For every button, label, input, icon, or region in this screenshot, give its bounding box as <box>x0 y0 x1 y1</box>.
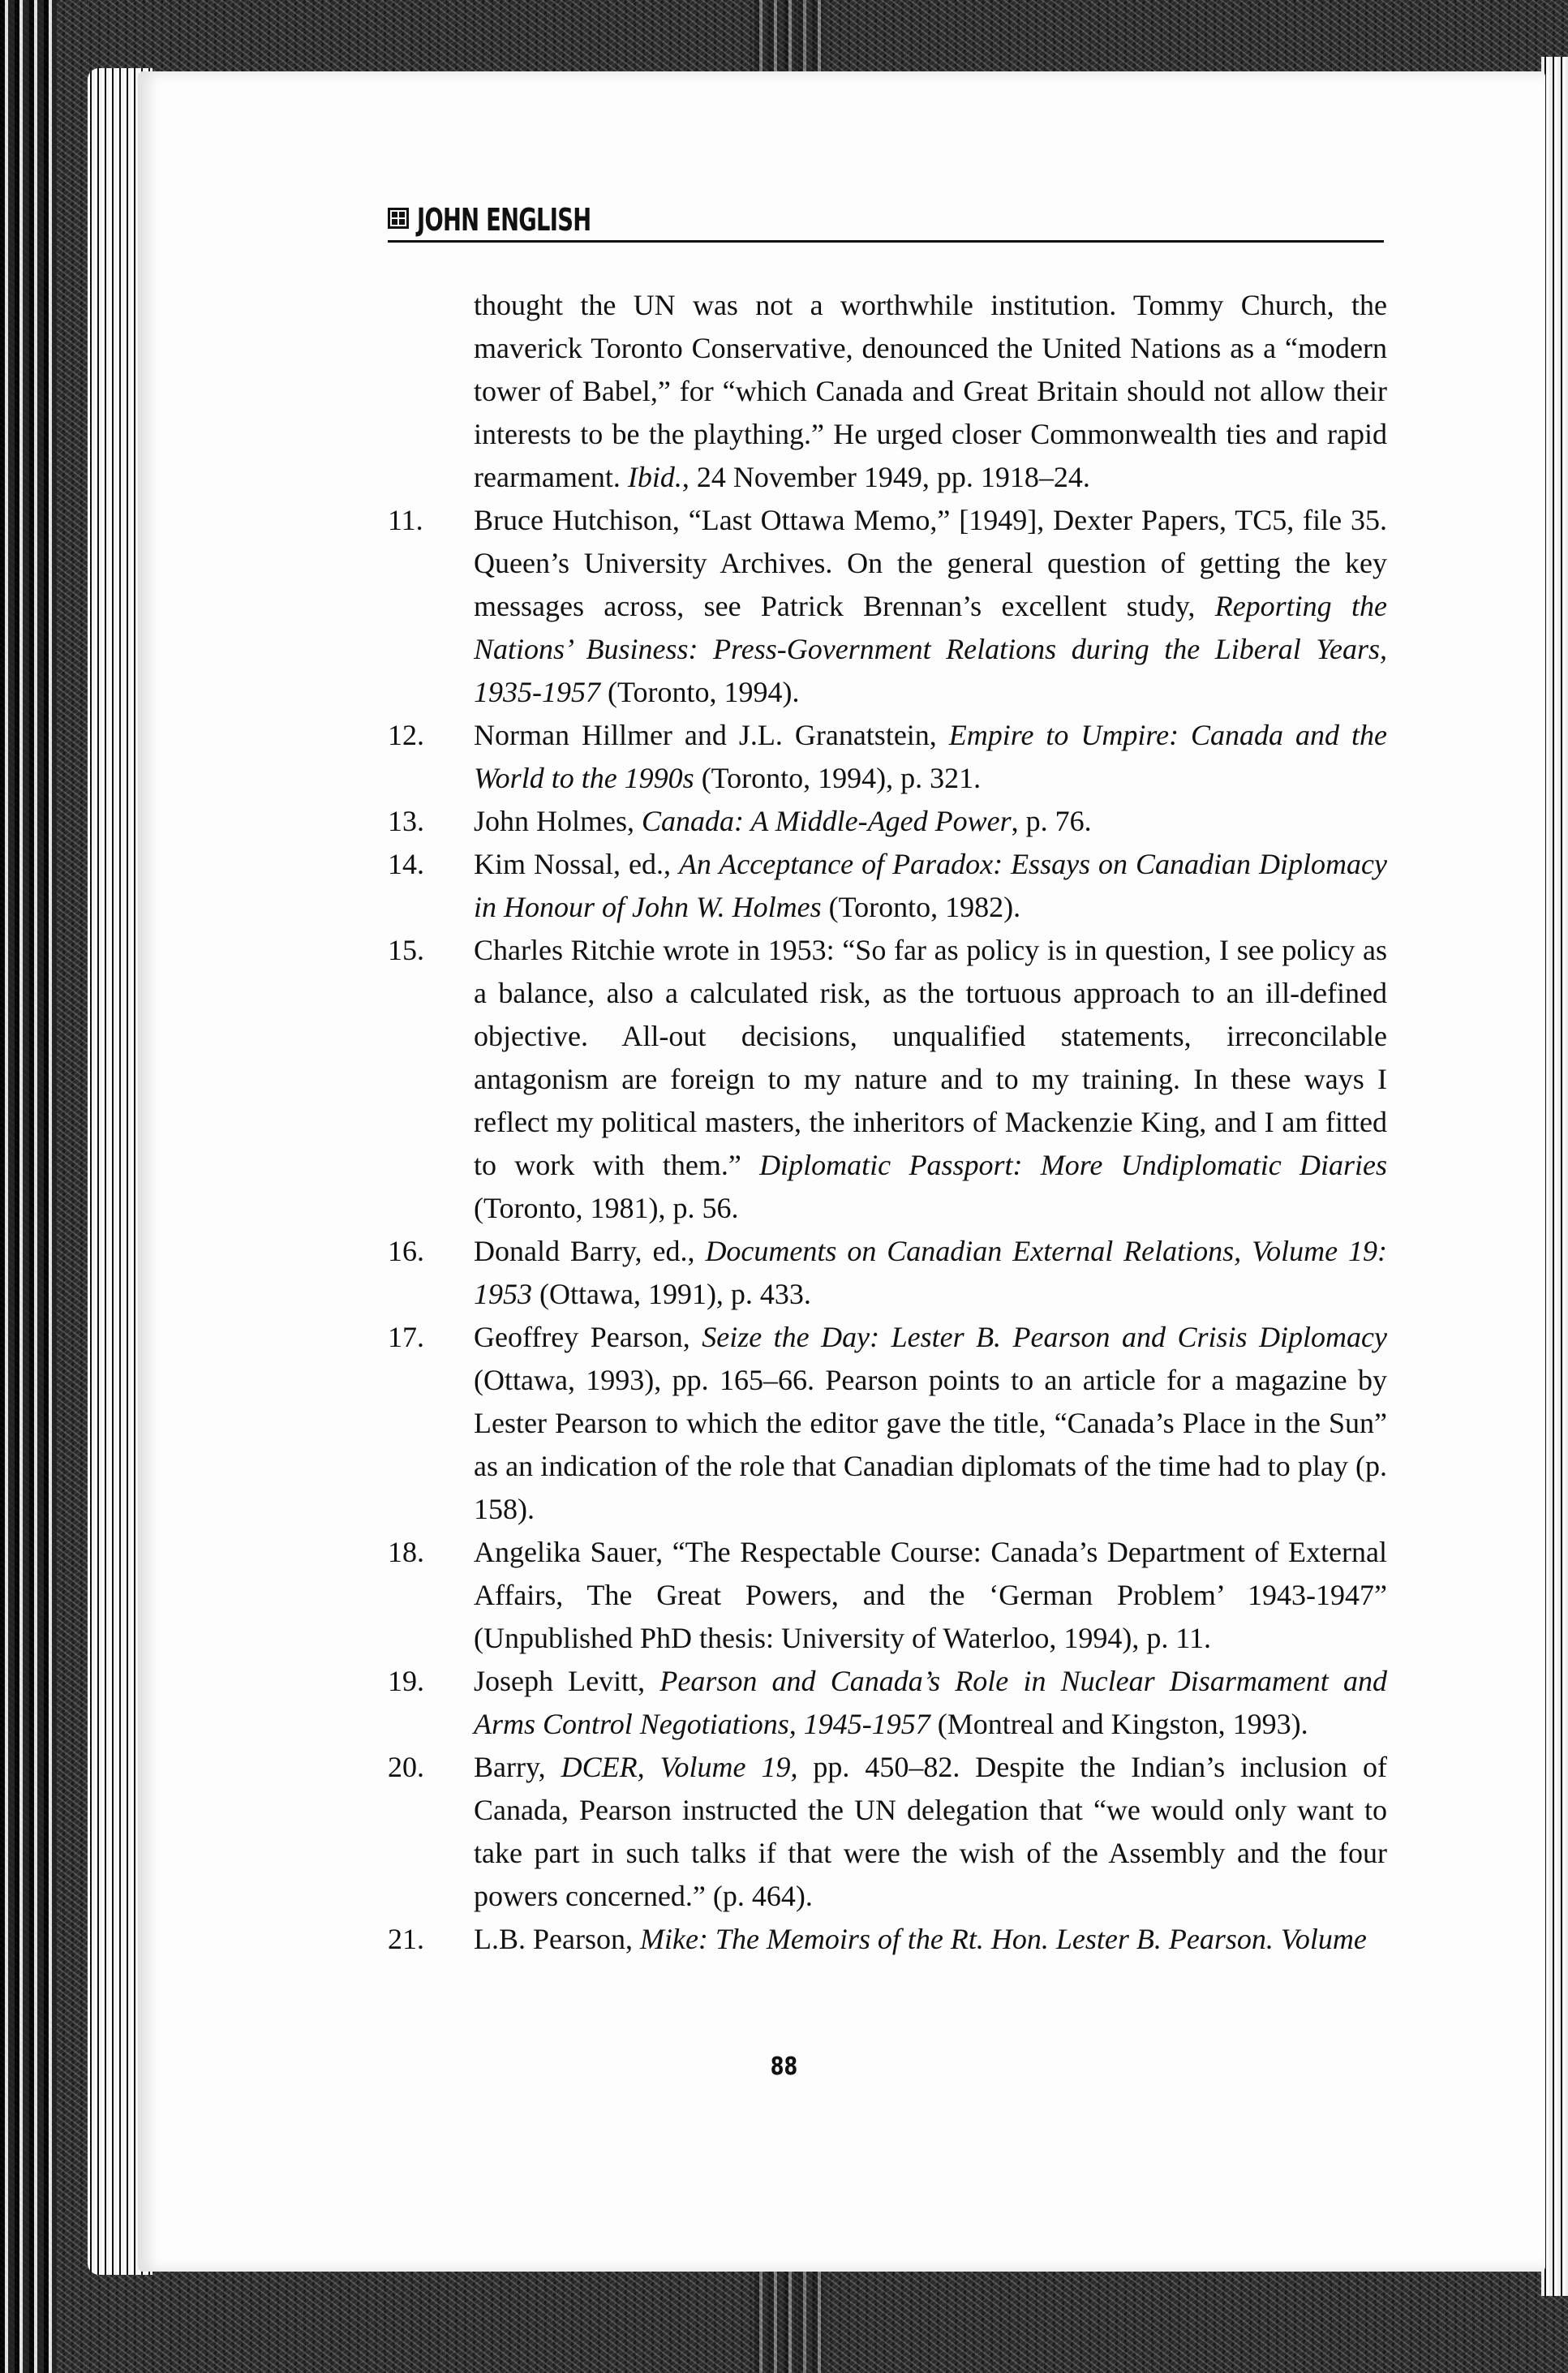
endnote-text <box>474 714 1387 800</box>
endnote-text-segment: John Holmes, <box>474 805 642 837</box>
endnote-text-segment: pp. 450–82. Despite the Indian’s inclusion of Canada, Pearson instructed the UN delegation that “we would only want to take part in such talks if that were the wish of the Assembly and the four powers concerned.” (p. 464). <box>474 1751 1387 1912</box>
endnote-text-segment: Norman Hillmer and J.L. Granatstein, <box>474 719 949 751</box>
endnote-title-italic: Canada: A Middle-Aged Power <box>642 805 1012 837</box>
endnote-number: 13. <box>388 805 424 837</box>
endnote-text-segment: Angelika Sauer, “The Respectable Course: Canada’s Department of External Affairs, The Great Powers, and the ‘German Problem’ 1943-1947” (Unpublished PhD thesis: University of Waterloo, 1994), p. 11. <box>474 1536 1387 1654</box>
endnotes-list <box>388 284 1387 1961</box>
endnote-number: 21. <box>388 1923 424 1955</box>
endnote-text <box>474 843 1387 929</box>
endnote-text-segment: L.B. Pearson, <box>474 1923 640 1955</box>
endnote-title-italic: Documents on Canadian External Relations, Volume 19: 1953 <box>474 1235 1388 1310</box>
endnote-item <box>388 1660 1387 1746</box>
endnote-text-segment: Geoffrey Pearson, <box>474 1321 702 1353</box>
book-cover-left <box>0 0 57 2373</box>
endnote-number: 19. <box>388 1665 424 1697</box>
endnote-text <box>474 800 1387 843</box>
endnote-item <box>388 1316 1387 1531</box>
endnote-text-segment: Charles Ritchie wrote in 1953: “So far as policy is in question, I see policy as a balance, also a calculated risk, as the tortuous approach to an ill-defined objective. All-out decisions, unqualified statements, irreconcilable antagonism are foreign to my nature and to my training. In these ways I reflect my political masters, the inheritors of Mackenzie King, and I am fitted to work with them.” <box>474 934 1387 1181</box>
endnote-text-segment: Kim Nossal, ed., <box>474 848 679 880</box>
endnote-item <box>388 284 1387 499</box>
endnote-text-segment: (Toronto, 1981), p. 56. <box>474 1192 739 1224</box>
endnote-title-italic: Seize the Day: Lester B. Pearson and Crisis Diplomacy <box>702 1321 1387 1353</box>
endnote-text-segment: (Toronto, 1982). <box>821 891 1021 923</box>
endnote-item <box>388 499 1387 714</box>
endnote-text-segment: (Toronto, 1994), p. 321. <box>694 762 982 794</box>
endnote-title-italic: Ibid. <box>627 461 682 493</box>
endnote-text-segment: , p. 76. <box>1011 805 1092 837</box>
endnote-item <box>388 1531 1387 1660</box>
endnote-text-segment: Donald Barry, ed., <box>474 1235 706 1267</box>
endnote-text-segment: Bruce Hutchison, “Last Ottawa Memo,” [1949], Dexter Papers, TC5, file 35. Queen’s University Archives. On the general question of getting the key messages across, see Patrick Brennan’s excellent study, <box>474 504 1387 622</box>
endnote-number: 20. <box>388 1751 424 1783</box>
endnote-number: 11. <box>388 504 423 536</box>
endnote-number: 15. <box>388 934 424 966</box>
endnote-text-segment: thought the UN was not a worthwhile institution. Tommy Church, the maverick Toronto Conservative, denounced the United Nations as a “modern tower of Babel,” for “which Canada and Great Britain should not allow their interests to be the plaything.” He urged closer Commonwealth ties and rapid rearmament. <box>474 289 1387 493</box>
endnote-text <box>474 1660 1387 1746</box>
endnote-number <box>388 284 474 499</box>
endnote-title-italic: Diplomatic Passport: More Undiplomatic Diaries <box>759 1149 1387 1181</box>
endnote-item <box>388 714 1387 800</box>
endnote-text-segment: Joseph Levitt, <box>474 1665 660 1697</box>
running-header <box>388 203 1384 243</box>
endnote-title-italic: DCER, Volume 19, <box>561 1751 798 1783</box>
endnote-item <box>388 800 1387 843</box>
endnote-number: 14. <box>388 848 424 880</box>
endnote-text-segment: (Ottawa, 1991), p. 433. <box>532 1278 811 1310</box>
endnote-item <box>388 929 1387 1230</box>
endnote-text <box>474 1531 1387 1660</box>
endnote-text-segment: Barry, <box>474 1751 561 1783</box>
header-title: JOHN ENGLISH <box>417 202 591 238</box>
endnote-title-italic: Reporting the Nations’ Business: Press-Government Relations during the Liberal Years, 1935-1957 <box>474 590 1387 708</box>
endnote-number: 12. <box>388 719 424 751</box>
endnote-title-italic: Mike: The Memoirs of the Rt. Hon. Lester B. Pearson. Volume <box>639 1923 1367 1955</box>
endnote-item <box>388 1230 1387 1316</box>
endnote-text <box>474 1230 1387 1316</box>
endnote-text <box>474 1918 1387 1961</box>
page-number: 88 <box>770 2053 798 2081</box>
endnote-text <box>474 1746 1387 1918</box>
endnote-item <box>388 843 1387 929</box>
box-grid-icon <box>388 208 409 229</box>
endnote-number: 17. <box>388 1321 424 1353</box>
endnote-item <box>388 1746 1387 1918</box>
endnote-title-italic: Pearson and Canada’s Role in Nuclear Disarmament and Arms Control Negotiations, 1945-1957 <box>474 1665 1387 1740</box>
endnote-number: 18. <box>388 1536 424 1568</box>
endnote-text-segment: (Montreal and Kingston, 1993). <box>930 1708 1308 1740</box>
endnote-title-italic: Empire to Umpire: Canada and the World to the 1990s <box>474 719 1388 794</box>
endnote-text <box>474 1316 1387 1531</box>
endnote-text-segment: (Toronto, 1994). <box>600 676 800 708</box>
endnote-text <box>474 284 1387 499</box>
endnote-title-italic: An Acceptance of Paradox: Essays on Canadian Diplomacy in Honour of John W. Holmes <box>474 848 1387 923</box>
endnote-item <box>388 1918 1387 1961</box>
endnote-number: 16. <box>388 1235 424 1267</box>
endnote-text <box>474 499 1387 714</box>
endnote-text <box>474 929 1387 1230</box>
endnote-text-segment: , 24 November 1949, pp. 1918–24. <box>681 461 1090 493</box>
endnote-text-segment: (Ottawa, 1993), pp. 165–66. Pearson points to an article for a magazine by Lester Pearson to which the editor gave the title, “Canada’s Place in the Sun” as an indication of the role that Canadian diplomats of the time had to play (p. 158). <box>474 1364 1387 1525</box>
